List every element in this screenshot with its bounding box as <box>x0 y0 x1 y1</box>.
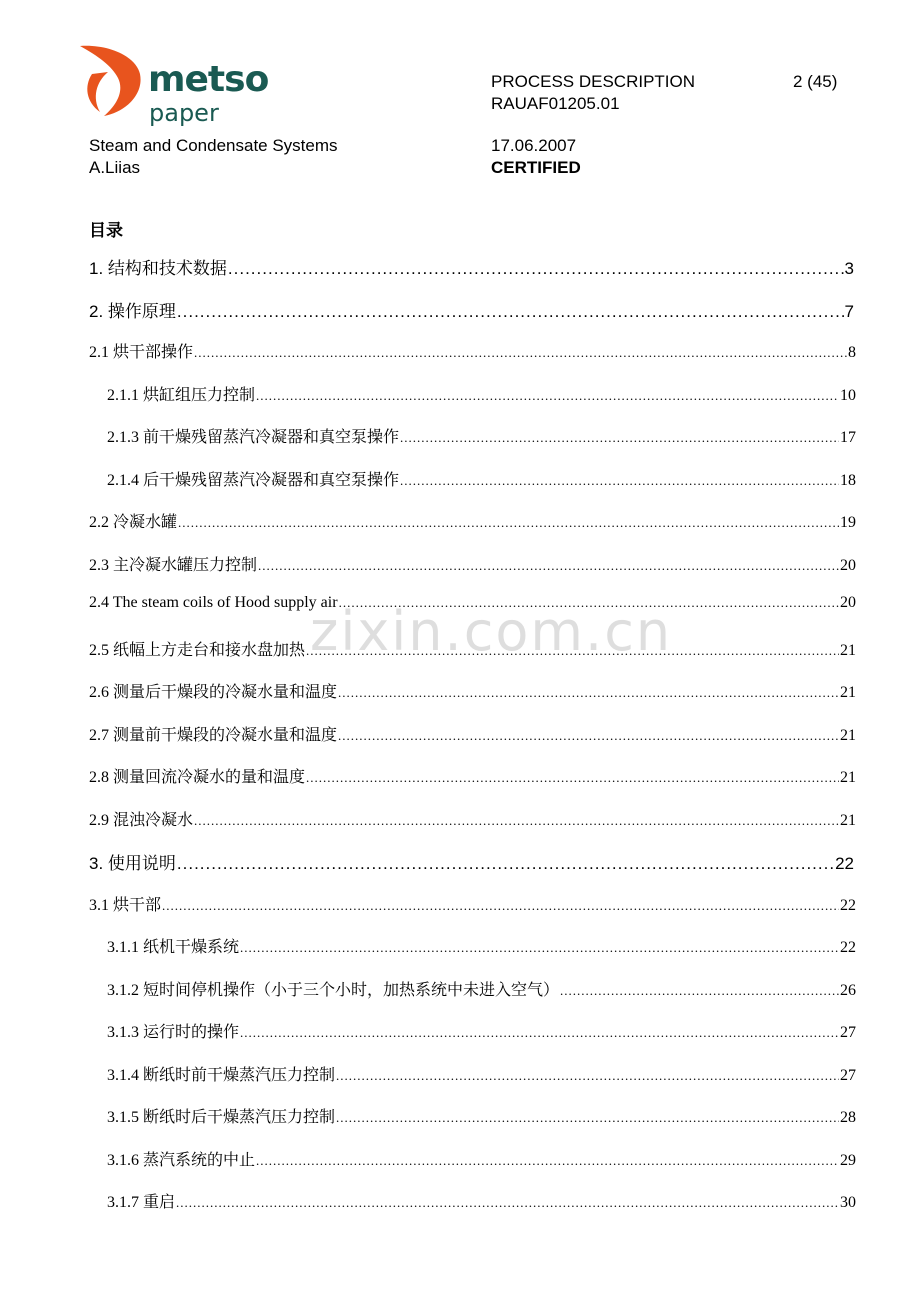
toc-entry-page: 22 <box>840 897 856 914</box>
toc-entry-page: 22 <box>840 939 856 956</box>
toc-entry[interactable] <box>107 1189 856 1212</box>
document-number: RAUAF01205.01 <box>491 94 620 113</box>
toc-entry-title: 2.2 冷凝水罐 <box>89 514 178 531</box>
toc-dot-leader <box>177 854 834 874</box>
toc-entry-title: 2.1.4 后干燥残留蒸汽冷凝器和真空泵操作 <box>107 472 400 489</box>
toc-dot-leader <box>162 898 839 914</box>
toc-entry-title: 3.1.7 重启 <box>107 1194 176 1211</box>
toc-entry-title: 2.3 主冷凝水罐压力控制 <box>89 557 258 574</box>
document-subject: Steam and Condensate Systems <box>89 136 338 155</box>
toc-dot-leader <box>336 1110 839 1126</box>
toc-entry-page: 10 <box>840 387 856 404</box>
toc-entry-title: 3.1 烘干部 <box>89 897 162 914</box>
toc-entry[interactable] <box>89 254 854 279</box>
toc-entry-title: 3. 使用说明 <box>89 854 176 873</box>
toc-entry-title: 3.1.2 短时间停机操作（小于三个小时，加热系统中未进入空气） <box>107 982 560 999</box>
toc-dot-leader <box>256 388 839 404</box>
toc-entry-title: 3.1.1 纸机干燥系统 <box>107 939 240 956</box>
toc-entry-page: 19 <box>840 514 856 531</box>
toc-entry-page: 20 <box>840 594 856 611</box>
toc-dot-leader <box>400 430 839 446</box>
toc-entry-page: 22 <box>835 854 854 873</box>
toc-entry-page: 18 <box>840 472 856 489</box>
toc-dot-leader <box>336 1068 839 1084</box>
toc-dot-leader <box>306 770 839 786</box>
page-number: 2 (45) <box>793 72 838 91</box>
toc-entry-page: 21 <box>840 684 856 701</box>
toc-entry[interactable] <box>107 1147 856 1170</box>
toc-entry[interactable] <box>89 892 856 915</box>
toc-entry-page: 17 <box>840 429 856 446</box>
toc-entry-title: 2.1.3 前干燥残留蒸汽冷凝器和真空泵操作 <box>107 429 400 446</box>
toc-entry-page: 21 <box>840 642 856 659</box>
toc-dot-leader <box>240 1025 839 1041</box>
toc-entry[interactable] <box>107 424 856 447</box>
toc-entry-title: 2.7 测量前干燥段的冷凝水量和温度 <box>89 727 338 744</box>
toc-entry[interactable] <box>89 509 856 532</box>
toc-entry-page: 3 <box>844 259 854 278</box>
toc-dot-leader <box>400 473 839 489</box>
document-type: PROCESS DESCRIPTION <box>491 72 696 91</box>
toc-entry-page: 21 <box>840 727 856 744</box>
document-date: 17.06.2007 <box>491 136 577 155</box>
toc-entry-page: 8 <box>848 344 856 361</box>
toc-dot-leader <box>194 345 847 361</box>
toc-entry-title: 3.1.5 断纸时后干燥蒸汽压力控制 <box>107 1109 336 1126</box>
toc-entry[interactable] <box>107 1104 856 1127</box>
toc-entry-title: 2.9 混浊冷凝水 <box>89 812 194 829</box>
toc-entry[interactable] <box>89 849 854 874</box>
toc-entry-title: 2.1 烘干部操作 <box>89 344 194 361</box>
toc-entry-page: 27 <box>840 1024 856 1041</box>
toc-entry[interactable] <box>89 679 856 702</box>
toc-entry[interactable] <box>107 467 856 490</box>
toc-entry-page: 21 <box>840 812 856 829</box>
toc-dot-leader <box>338 728 839 744</box>
toc-entry[interactable] <box>89 764 856 787</box>
toc-entry[interactable] <box>107 1062 856 1085</box>
toc-entry-title: 2. 操作原理 <box>89 302 176 321</box>
toc-heading: 目录 <box>89 221 123 240</box>
toc-dot-leader <box>177 302 844 322</box>
toc-dot-leader <box>178 515 839 531</box>
toc-entry-page: 29 <box>840 1152 856 1169</box>
toc-entry-title: 2.5 纸幅上方走台和接水盘加热 <box>89 642 306 659</box>
toc-dot-leader <box>258 558 839 574</box>
toc-entry[interactable] <box>107 977 856 1000</box>
toc-dot-leader <box>240 940 839 956</box>
toc-entry[interactable] <box>89 552 856 575</box>
toc-entry[interactable] <box>89 297 854 322</box>
toc-entry[interactable] <box>107 934 856 957</box>
toc-dot-leader <box>176 1195 839 1211</box>
toc-dot-leader <box>194 813 839 829</box>
toc-entry-title: 2.8 测量回流冷凝水的量和温度 <box>89 769 306 786</box>
toc-entry[interactable] <box>107 1019 856 1042</box>
toc-entry-title: 2.1.1 烘缸组压力控制 <box>107 387 256 404</box>
toc-entry-page: 26 <box>840 982 856 999</box>
toc-dot-leader <box>256 1153 839 1169</box>
toc-entry-page: 30 <box>840 1194 856 1211</box>
metso-paper-logo <box>78 42 278 132</box>
toc-entry[interactable] <box>107 382 856 405</box>
toc-dot-leader <box>228 259 844 279</box>
toc-entry-title: 2.6 测量后干燥段的冷凝水量和温度 <box>89 684 338 701</box>
watermark: zixin.com.cn <box>310 600 673 663</box>
toc-entry[interactable] <box>89 807 856 830</box>
toc-entry-page: 27 <box>840 1067 856 1084</box>
document-author: A.Liias <box>89 158 141 177</box>
document-status: CERTIFIED <box>491 158 581 177</box>
metso-logo-icon <box>78 42 148 120</box>
logo-wordmark: metso <box>148 59 269 100</box>
toc-entry-title: 2.4 The steam coils of Hood supply air <box>89 594 338 611</box>
toc-entry-title: 1. 结构和技术数据 <box>89 259 227 278</box>
toc-entry-page: 21 <box>840 769 856 786</box>
toc-entry-title: 3.1.6 蒸汽系统的中止 <box>107 1152 256 1169</box>
toc-entry-title: 3.1.3 运行时的操作 <box>107 1024 240 1041</box>
toc-entry-page: 20 <box>840 557 856 574</box>
toc-entry-title: 3.1.4 断纸时前干燥蒸汽压力控制 <box>107 1067 336 1084</box>
toc-entry[interactable] <box>89 722 856 745</box>
toc-entry-page: 28 <box>840 1109 856 1126</box>
toc-entry-page: 7 <box>844 302 854 321</box>
toc-dot-leader <box>560 983 839 999</box>
toc-entry[interactable] <box>89 339 856 362</box>
logo-subtext: paper <box>149 99 219 127</box>
toc-dot-leader <box>338 685 839 701</box>
